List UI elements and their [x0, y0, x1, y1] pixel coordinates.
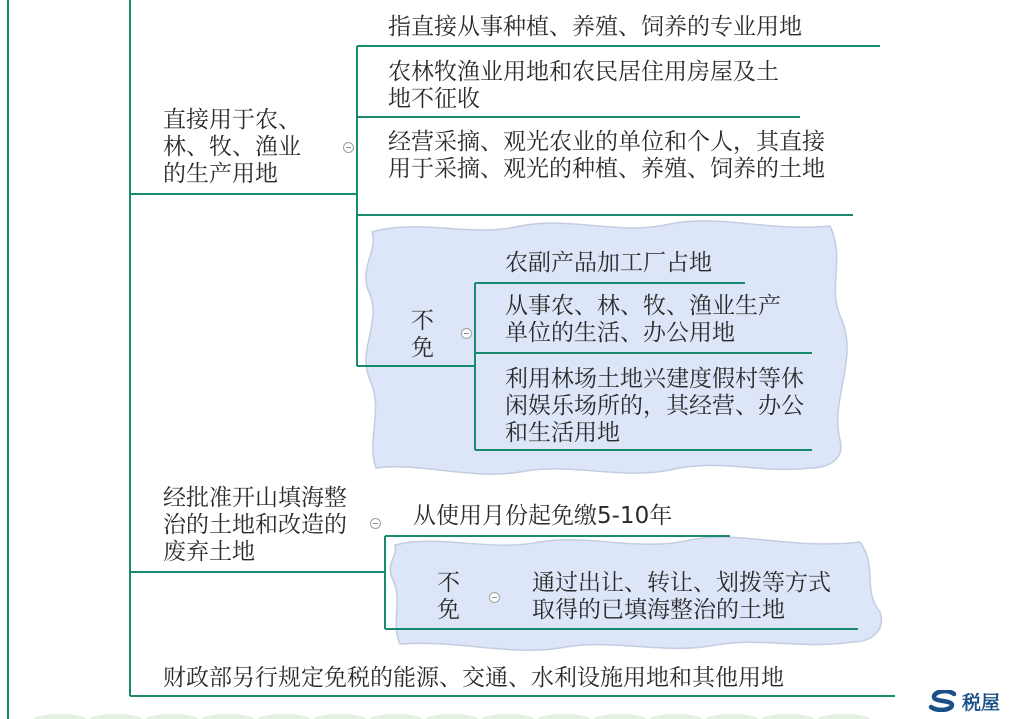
- collapse-toggle-icon[interactable]: [343, 142, 354, 153]
- branch2-item: 从使用月份起免缴5-10年: [413, 503, 673, 529]
- watermark-logo: [928, 687, 1000, 715]
- scallop-shape: [314, 714, 366, 719]
- scallop-shape: [706, 714, 758, 719]
- scallop-shape: [202, 714, 254, 719]
- branch2-label: 经批准开山填海整治的土地和改造的废弃土地: [163, 485, 347, 565]
- collapse-toggle-icon[interactable]: [461, 328, 472, 339]
- scallop-shape: [90, 714, 142, 719]
- scallop-shape: [818, 714, 870, 719]
- scallop-shape: [146, 714, 198, 719]
- scallop-shape: [258, 714, 310, 719]
- scallop-shape: [482, 714, 534, 719]
- scallop-shape: [594, 714, 646, 719]
- watermark-text: 税屋: [962, 691, 1001, 714]
- branch1-item-1: 指直接从事种植、养殖、饲养的专业用地: [388, 14, 802, 40]
- branch1-exception-item-2: 从事农、林、牧、渔业生产单位的生活、办公用地: [505, 293, 781, 346]
- scallop-shape: [650, 714, 702, 719]
- scallop-shape: [762, 714, 814, 719]
- branch1-label: 直接用于农、林、牧、渔业的生产用地: [163, 107, 301, 187]
- branch2-exception-item: 通过出让、转让、划拨等方式取得的已填海整治的土地: [532, 570, 831, 623]
- branch1-exception-item-3: 利用林场土地兴建度假村等休闲娱乐场所的，其经营、办公和生活用地: [505, 366, 804, 446]
- shuiwu-s-logo-icon: [928, 690, 958, 712]
- branch3-label: 财政部另行规定免税的能源、交通、水利设施用地和其他用地: [163, 665, 784, 691]
- collapse-toggle-icon[interactable]: [489, 592, 500, 603]
- bottom-decoration: [34, 714, 870, 719]
- scallop-shape: [370, 714, 422, 719]
- branch1-exception-label: 不免: [411, 308, 434, 361]
- collapse-toggle-icon[interactable]: [370, 518, 381, 529]
- branch2-exception-label: 不免: [437, 570, 460, 623]
- scallop-shape: [34, 714, 86, 719]
- scallop-shape: [426, 714, 478, 719]
- scallop-shape: [538, 714, 590, 719]
- branch1-item-3: 经营采摘、观光农业的单位和个人，其直接用于采摘、观光的种植、养殖、饲养的土地: [388, 129, 825, 182]
- branch1-item-2: 农林牧渔业用地和农民居住用房屋及土地不征收: [388, 59, 779, 112]
- branch1-exception-item-1: 农副产品加工厂占地: [505, 250, 712, 276]
